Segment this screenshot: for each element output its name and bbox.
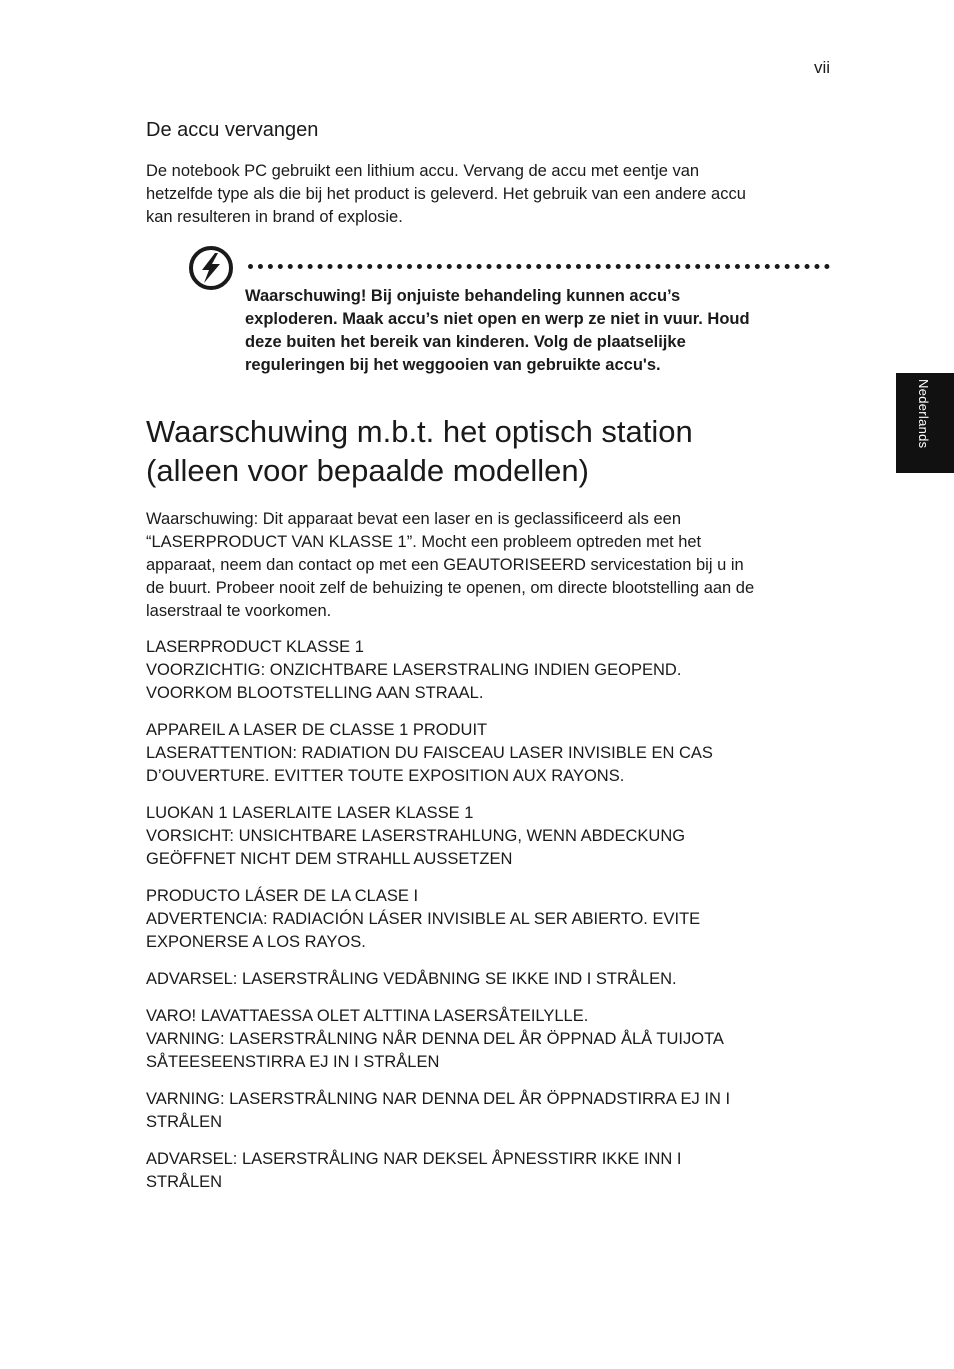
laser-notice-danish [146,968,836,991]
text-line: VARNING: LASERSTRÅLNING NÅR DENNA DEL ÅR ÖPPNAD ÅLÅ TUIJOTA [146,1030,724,1048]
battery-intro [146,160,836,229]
laser-notice-german [146,802,836,871]
text-line: laserstraal te voorkomen. [146,602,332,620]
text-line: exploderen. Maak accu’s niet open en werp ze niet in vuur. Houd [245,310,750,328]
laser-notice-swedish [146,1088,836,1134]
text-line: PRODUCTO LÁSER DE LA CLASE I [146,887,419,905]
battery-section-title: De accu vervangen [146,119,319,141]
text-line: VOORKOM BLOOTSTELLING AAN STRAAL. [146,684,484,702]
laser-notice-french [146,719,836,788]
laser-notice-spanish [146,885,836,954]
text-line: “LASERPRODUCT VAN KLASSE 1”. Mocht een probleem optreden met het [146,533,702,551]
optical-intro [146,508,836,623]
page-number: vii [813,58,830,77]
text-line: VARNING: LASERSTRÅLNING NAR DENNA DEL ÅR ÖPPNADSTIRRA EJ IN I [146,1090,731,1108]
heading-line: (alleen voor bepaalde modellen) [146,453,589,488]
text-line: STRÅLEN [146,1113,223,1131]
text-line: reguleringen bij het weggooien van gebruikte accu's. [245,356,661,374]
text-line: Waarschuwing: Dit apparaat bevat een laser en is geclassificeerd als een [146,510,682,528]
laser-notice-norwegian [146,1148,836,1194]
laser-notice-finnish-swedish [146,1005,836,1074]
text-line: D’OUVERTURE. EVITTER TOUTE EXPOSITION AUX RAYONS. [146,767,625,785]
battery-warning-text [245,285,830,377]
language-side-tab [896,373,954,473]
text-line: deze buiten het bereik van kinderen. Volg de plaatselijke [245,333,686,351]
text-line: ADVARSEL: LASERSTRÅLING VEDÅBNING SE IKKE IND I STRÅLEN. [146,970,677,988]
text-line: apparaat, neem dan contact op met een GEAUTORISEERD servicestation bij u in [146,556,744,574]
text-line: VOORZICHTIG: ONZICHTBARE LASERSTRALING INDIEN GEOPEND. [146,661,682,679]
text-line: kan resulteren in brand of explosie. [146,208,403,226]
text-line: LUOKAN 1 LASERLAITE LASER KLASSE 1 [146,804,474,822]
text-line: De notebook PC gebruikt een lithium accu. Vervang de accu met eentje van [146,162,700,180]
warning-dotted-rule [248,264,830,269]
text-line: ADVERTENCIA: RADIACIÓN LÁSER INVISIBLE AL SER ABIERTO. EVITE [146,910,701,928]
heading-line: Waarschuwing m.b.t. het optisch station [146,414,693,449]
text-line: APPAREIL A LASER DE CLASSE 1 PRODUIT [146,721,488,739]
text-line: de buurt. Probeer nooit zelf de behuizing te openen, om directe blootstelling aan de [146,579,755,597]
lightning-warning-icon [188,245,234,291]
optical-drive-heading [146,412,846,490]
text-line: LASERPRODUCT KLASSE 1 [146,638,364,656]
side-tab-label: Nederlands [916,379,931,449]
text-line: hetzelfde type als die bij het product is geleverd. Het gebruik van een andere accu [146,185,746,203]
text-line: STRÅLEN [146,1173,223,1191]
text-line: ADVARSEL: LASERSTRÅLING NAR DEKSEL ÅPNESSTIRR IKKE INN I [146,1150,682,1168]
text-line: VORSICHT: UNSICHTBARE LASERSTRAHLUNG, WENN ABDECKUNG [146,827,686,845]
text-line: GEÖFFNET NICHT DEM STRAHLL AUSSETZEN [146,850,513,868]
text-line: SÅTEESEENSTIRRA EJ IN I STRÅLEN [146,1053,440,1071]
text-line: LASERATTENTION: RADIATION DU FAISCEAU LASER INVISIBLE EN CAS [146,744,713,762]
laser-notice-dutch [146,636,836,705]
text-line: Waarschuwing! Bij onjuiste behandeling kunnen accu’s [245,287,681,305]
text-line: EXPONERSE A LOS RAYOS. [146,933,366,951]
text-line: VARO! LAVATTAESSA OLET ALTTINA LASERSÅTEILYLLE. [146,1007,589,1025]
